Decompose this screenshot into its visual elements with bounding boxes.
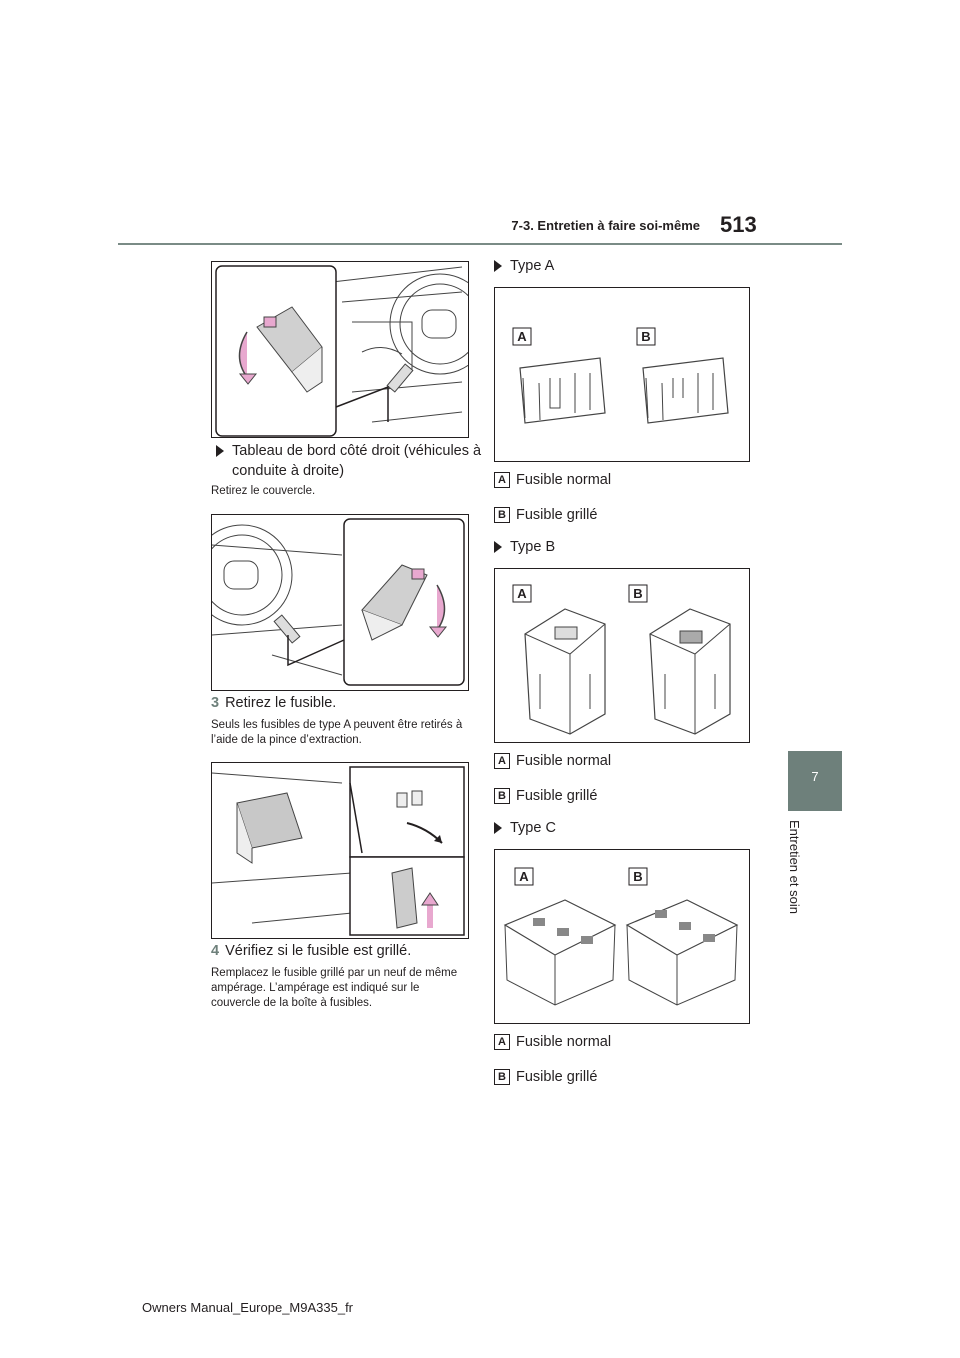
- bullet-type-a-text: Type A: [510, 258, 555, 274]
- note-type-a-only: Seuls les fusibles de type A peuvent être retirés à l’aide de la pince d’extraction.: [211, 719, 463, 746]
- left-dashboard-illustration: [212, 262, 468, 437]
- footer-doc-id: Owners Manual_Europe_M9A335_fr: [142, 1300, 354, 1315]
- figure-fuse-box: [211, 762, 469, 939]
- section-title: 7-3. Entretien à faire soi-même: [511, 218, 700, 233]
- legend-normal-text: Fusible normal: [516, 753, 612, 769]
- note-replace-fuse: Remplacez le fusible grillé par un neuf de même ampérage. L’ampérage est indiqué sur le couvercle de la boîte à fusibles.: [211, 967, 458, 1009]
- legend-normal-text: Fusible normal: [516, 1034, 612, 1050]
- chapter-title-text: Entretien et soin: [787, 820, 802, 914]
- type-b-label-a: A: [517, 586, 527, 601]
- type-b-label-b: B: [633, 586, 643, 601]
- bullet-type-c: [494, 818, 760, 838]
- type-c-label-b: B: [633, 869, 643, 884]
- legend-blown-text: Fusible grillé: [516, 788, 598, 804]
- bullet-triangle-icon: [494, 260, 502, 272]
- figure-right-dashboard: [211, 514, 469, 691]
- bullet-dashboard-right: [216, 441, 482, 481]
- step-3-text: Retirez le fusible.: [225, 695, 337, 711]
- type-b-legend-normal: [494, 753, 611, 769]
- figure-type-c: [494, 849, 750, 1024]
- figure-type-b: [494, 568, 750, 743]
- type-b-fuses-illustration: [495, 569, 749, 742]
- page-number: 513: [720, 212, 757, 237]
- legend-a-icon: A: [494, 753, 510, 769]
- type-a-label-a: A: [517, 329, 527, 344]
- type-b-legend-blown: [494, 788, 597, 804]
- bullet-type-a: [494, 256, 760, 276]
- type-a-legend-blown: [494, 507, 597, 523]
- step-4: [211, 943, 467, 959]
- type-c-fuses-illustration: [495, 850, 749, 1023]
- chapter-side-title: [786, 820, 806, 930]
- bullet-triangle-icon: [494, 822, 502, 834]
- legend-a-icon: A: [494, 1034, 510, 1050]
- chapter-tab: 7: [788, 751, 842, 811]
- step-4-number: 4: [211, 943, 220, 959]
- type-c-label-a: A: [519, 869, 529, 884]
- bullet-triangle-icon: [494, 541, 502, 553]
- bullet-triangle-icon: [216, 445, 224, 457]
- right-dashboard-illustration: [212, 515, 468, 690]
- step-3: [211, 695, 467, 711]
- step-4-text: Vérifiez si le fusible est grillé.: [225, 943, 412, 959]
- type-c-legend-normal: [494, 1034, 611, 1050]
- note-remove-cover: Retirez le couvercle.: [211, 485, 316, 497]
- legend-b-icon: B: [494, 1069, 510, 1085]
- bullet-type-b: [494, 537, 760, 557]
- type-a-fuses-illustration: [495, 288, 749, 461]
- figure-type-a: [494, 287, 750, 462]
- step-3-number: 3: [211, 695, 220, 711]
- header-rule: [118, 243, 842, 245]
- legend-b-icon: B: [494, 507, 510, 523]
- type-c-legend-blown: [494, 1069, 597, 1085]
- legend-a-icon: A: [494, 472, 510, 488]
- type-a-label-b: B: [641, 329, 651, 344]
- bullet-dashboard-right-text: Tableau de bord côté droit (véhicules à conduite à droite): [232, 443, 482, 479]
- type-a-legend-normal: [494, 472, 611, 488]
- fuse-box-illustration: [212, 763, 468, 938]
- bullet-type-b-text: Type B: [510, 539, 556, 555]
- legend-b-icon: B: [494, 788, 510, 804]
- figure-left-dashboard: [211, 261, 469, 438]
- legend-blown-text: Fusible grillé: [516, 507, 598, 523]
- legend-normal-text: Fusible normal: [516, 472, 612, 488]
- legend-blown-text: Fusible grillé: [516, 1069, 598, 1085]
- bullet-type-c-text: Type C: [510, 820, 556, 836]
